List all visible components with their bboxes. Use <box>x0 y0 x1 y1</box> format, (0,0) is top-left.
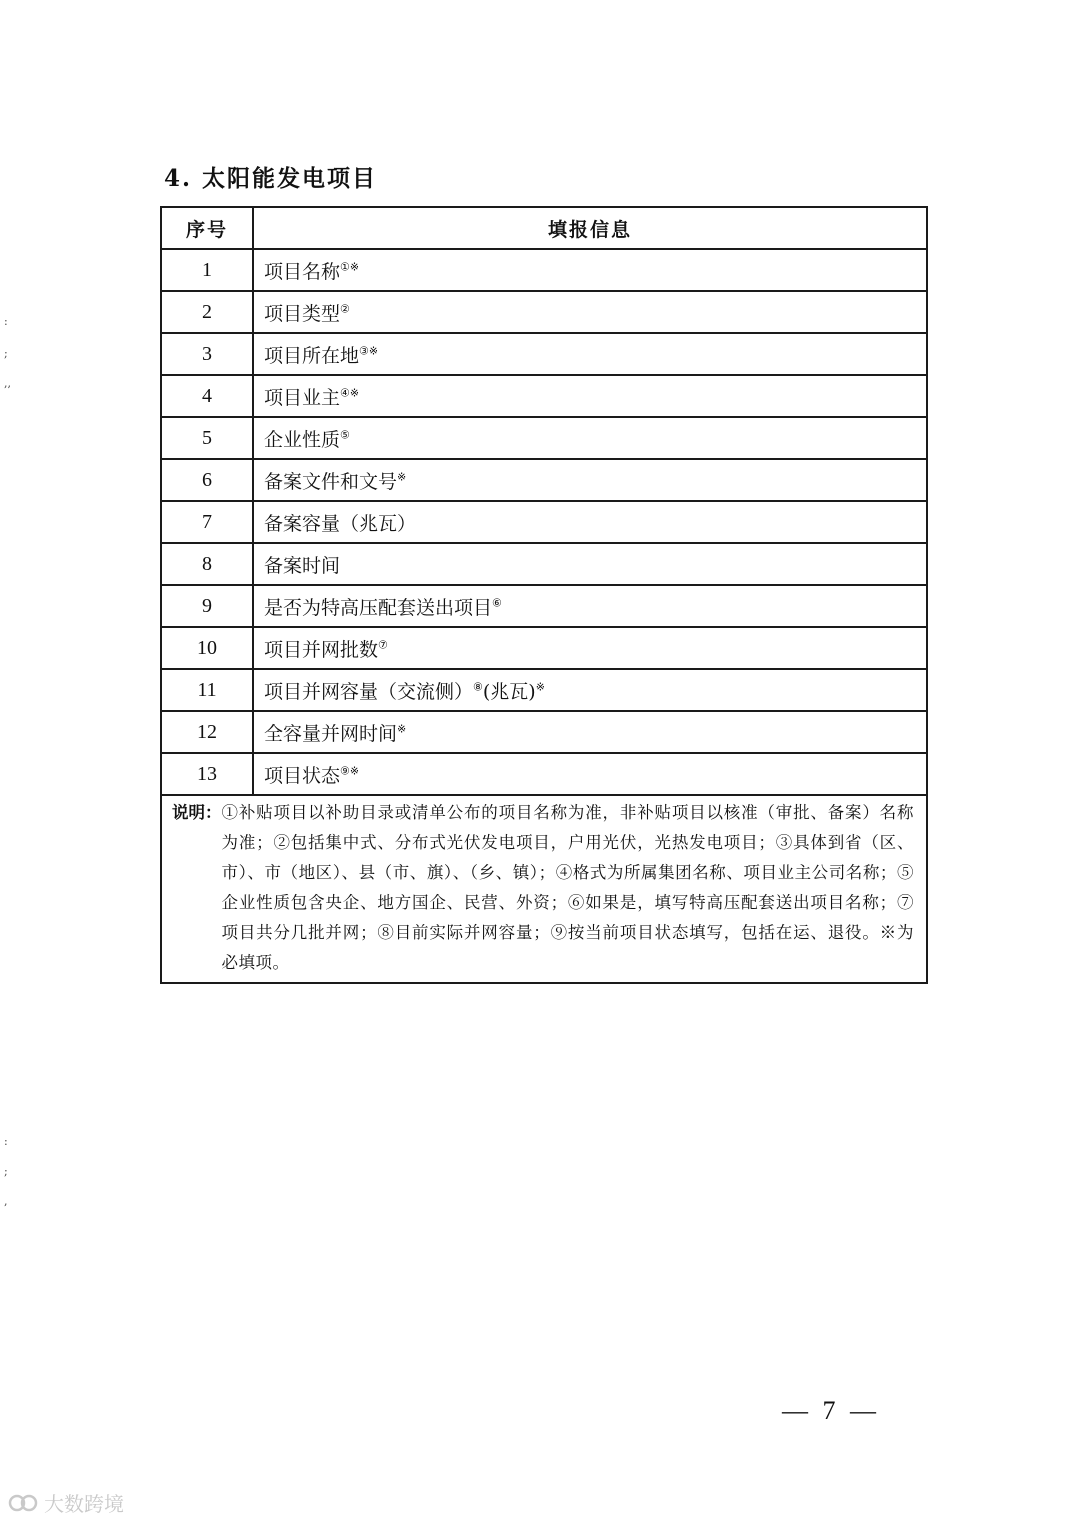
footnote-mark: ⑨※ <box>340 764 360 778</box>
table-row <box>161 291 927 333</box>
watermark <box>8 1488 124 1517</box>
row-info <box>253 501 927 543</box>
table-row <box>161 249 927 291</box>
row-index: 5 <box>161 417 253 459</box>
row-label: 备案文件和文号 <box>264 470 398 493</box>
row-label: 项目名称 <box>264 260 341 283</box>
table-row <box>161 333 927 375</box>
table-row <box>161 711 927 753</box>
scan-artifact: , <box>4 1195 8 1208</box>
scan-artifact: ,, <box>4 377 11 390</box>
row-info <box>253 585 927 627</box>
info-table <box>160 206 928 984</box>
header-info: 填报信息 <box>253 207 927 249</box>
watermark-logo-icon <box>8 1492 38 1514</box>
footnote-mark: ⑦ <box>378 638 388 652</box>
row-label: 项目状态 <box>264 764 341 787</box>
footnote-mark: ※ <box>397 470 407 484</box>
row-info <box>253 669 927 711</box>
row-index: 12 <box>161 711 253 753</box>
row-index: 7 <box>161 501 253 543</box>
row-info <box>253 249 927 291</box>
table-row <box>161 417 927 459</box>
notes-text: ①补贴项目以补助目录或清单公布的项目名称为准，非补贴项目以核准（审批、备案）名称为准；②包括集中式、分布式光伏发电项目，户用光伏，光热发电项目；③具体到省（区、市）、市（地区）、县（市、旗）、（乡、镇）；④格式为所属集团名称、项目业主公司名称；⑤企业性质包含央企、地方国企、民营、外资；⑥如果是，填写特高压配套送出项目名称；⑦项目共分几批并网；⑧目前实际并网容量；⑨按当前项目状态填写，包括在运、退役。※为必填项。 <box>221 803 914 972</box>
footnote-mark: ※ <box>535 680 545 694</box>
footnote-mark: ⑥ <box>492 596 502 610</box>
table-body <box>161 249 927 795</box>
row-label: 备案容量（兆瓦） <box>264 512 417 535</box>
row-label: 企业性质 <box>264 428 341 451</box>
row-info <box>253 333 927 375</box>
table-row <box>161 585 927 627</box>
footnote-mark: ② <box>340 302 350 316</box>
row-info <box>253 753 927 795</box>
row-info <box>253 711 927 753</box>
row-info <box>253 543 927 585</box>
row-info <box>253 417 927 459</box>
page-number: — 7 — <box>782 1396 880 1425</box>
footnote-mark: ③※ <box>359 344 379 358</box>
table-row <box>161 459 927 501</box>
row-index: 8 <box>161 543 253 585</box>
row-index: 1 <box>161 249 253 291</box>
row-label: 项目所在地 <box>264 344 360 367</box>
row-index: 2 <box>161 291 253 333</box>
row-index: 6 <box>161 459 253 501</box>
table-row <box>161 627 927 669</box>
row-label: 项目并网容量（交流侧） <box>264 680 474 703</box>
table-row <box>161 543 927 585</box>
table-header-row <box>161 207 927 249</box>
footnote-mark: ⑤ <box>340 428 350 442</box>
row-info <box>253 627 927 669</box>
row-label: 全容量并网时间 <box>264 722 398 745</box>
table-row <box>161 501 927 543</box>
table-row <box>161 669 927 711</box>
footnote-mark: ④※ <box>340 386 360 400</box>
footnote-mark: ①※ <box>340 260 360 274</box>
scan-artifact: : <box>4 1135 8 1148</box>
row-index: 4 <box>161 375 253 417</box>
table-row <box>161 753 927 795</box>
notes-label: 说明： <box>172 803 222 822</box>
watermark-text: 大数跨境 <box>44 1492 124 1516</box>
footnote-mark: ※ <box>397 722 407 736</box>
notes-cell <box>161 795 927 983</box>
row-info <box>253 375 927 417</box>
section-title: 太阳能发电项目 <box>202 165 378 192</box>
row-index: 11 <box>161 669 253 711</box>
header-index: 序号 <box>161 207 253 249</box>
row-index: 9 <box>161 585 253 627</box>
scan-artifact: : <box>4 315 8 328</box>
row-label: 是否为特高压配套送出项目 <box>264 596 493 619</box>
row-label: 项目类型 <box>264 302 341 325</box>
row-index: 13 <box>161 753 253 795</box>
row-label-suffix: (兆瓦) <box>482 680 536 703</box>
row-label: 备案时间 <box>264 554 341 577</box>
row-label: 项目业主 <box>264 386 341 409</box>
row-index: 10 <box>161 627 253 669</box>
row-info <box>253 459 927 501</box>
section-number: 4. <box>164 165 193 192</box>
table-row <box>161 375 927 417</box>
row-index: 3 <box>161 333 253 375</box>
notes-row <box>161 795 927 983</box>
row-info <box>253 291 927 333</box>
section-heading <box>164 160 377 193</box>
footnote-mark: ⑧ <box>473 680 483 694</box>
scan-artifact: ; <box>4 347 8 360</box>
row-label: 项目并网批数 <box>264 638 379 661</box>
scan-artifact: ; <box>4 1165 8 1178</box>
